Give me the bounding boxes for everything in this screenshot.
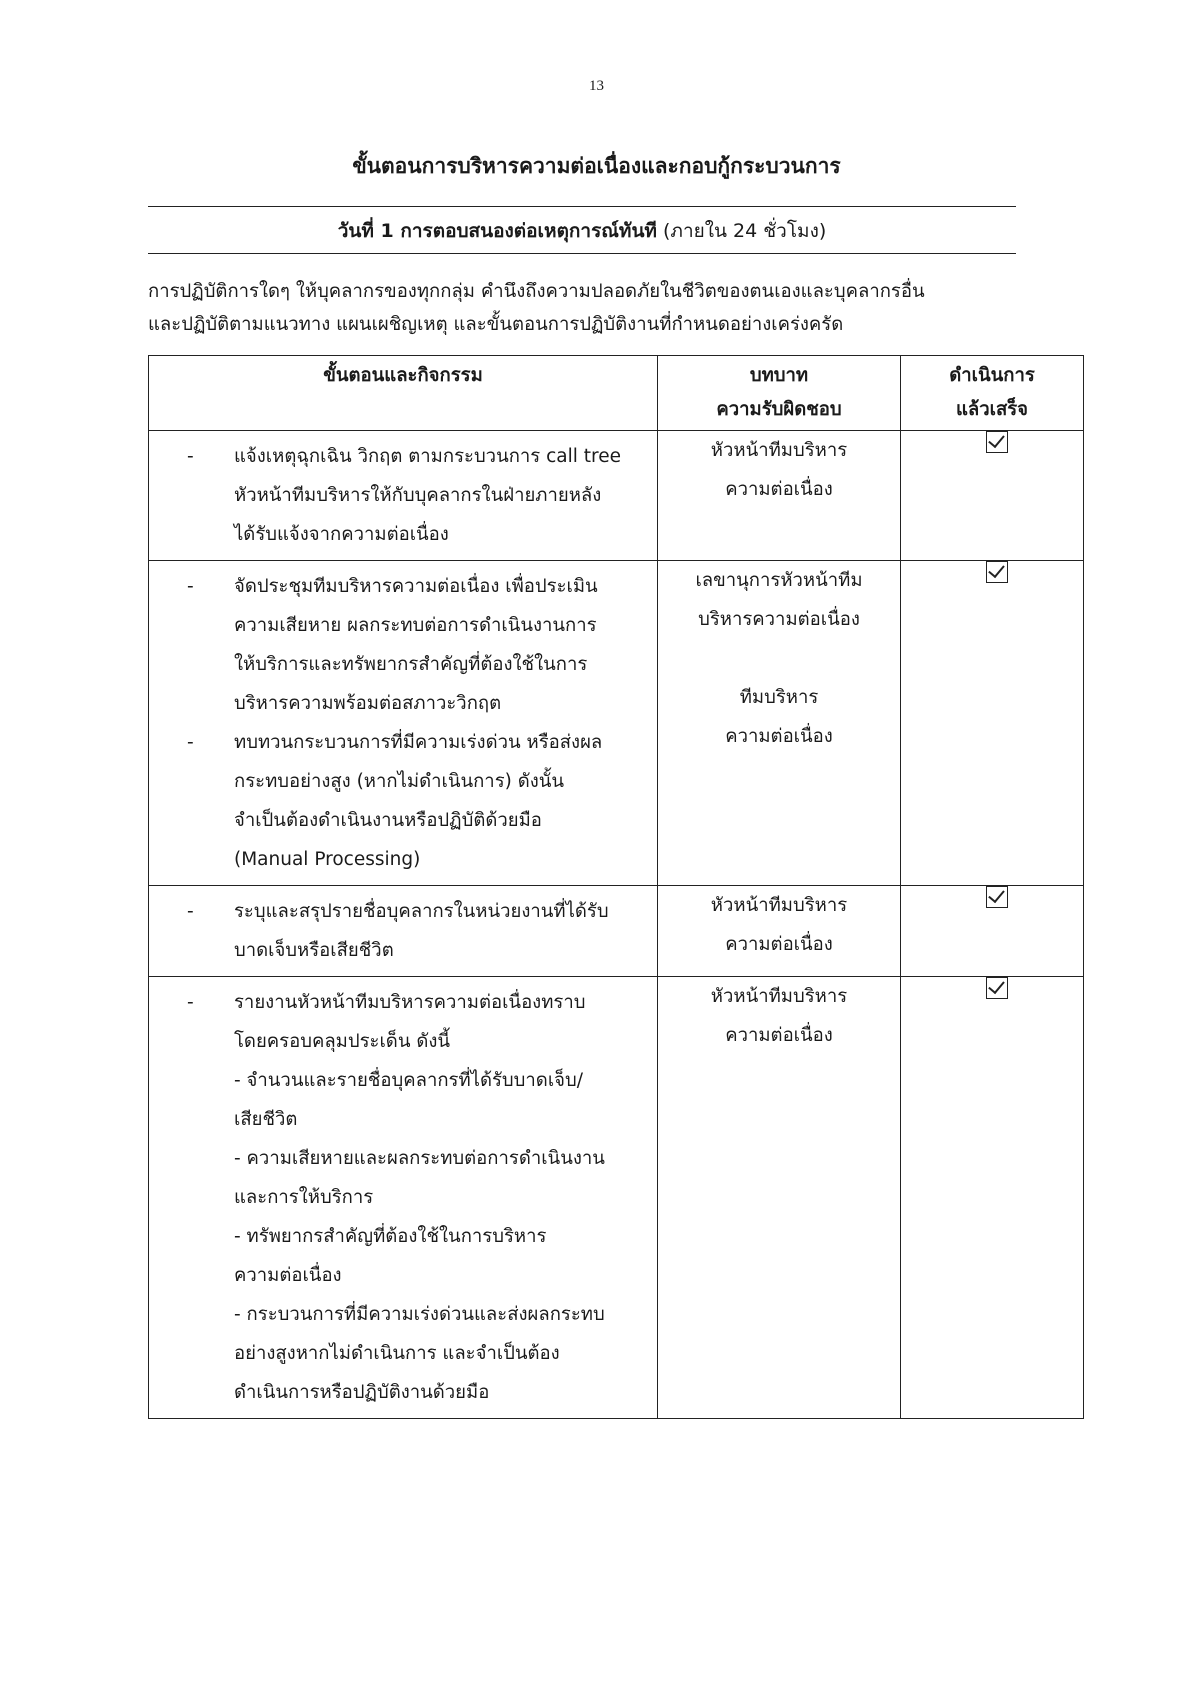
intro-line: และปฏิบัติตามแนวทาง แผนเผชิญเหตุ และขั้นตอนการปฏิบัติงานที่กำหนดอย่างเคร่งครัด [148, 314, 844, 335]
role-cell [658, 886, 901, 977]
role-line: ความต่อเนื่อง [725, 1025, 833, 1046]
activity-line: ได้รับแจ้งจากความต่อเนื่อง [234, 524, 449, 545]
dash-bullet: - [187, 446, 194, 467]
activity-line: ให้บริการและทรัพยากรสำคัญที่ต้องใช้ในการ [234, 654, 588, 675]
steps-table [148, 355, 1084, 1419]
table-row [149, 431, 1084, 561]
activity-line: - ระบุและสรุปรายชื่อบุคลากรในหน่วยงานที่ได้รับ [234, 892, 637, 931]
section-heading-main: วันที่ 1 การตอบสนองต่อเหตุการณ์ทันที [337, 220, 657, 242]
role-line: หัวหน้าทีมบริหาร [710, 895, 848, 916]
activity-line: ความเสียหาย ผลกระทบต่อการดำเนินงานการ [234, 615, 597, 636]
done-cell [901, 561, 1084, 886]
top-rule [148, 206, 1016, 207]
dash-bullet: - [187, 992, 194, 1013]
activity-line: อย่างสูงหากไม่ดำเนินการ และจำเป็นต้อง [234, 1343, 560, 1364]
dash-bullet: - [187, 732, 194, 753]
role-line: หัวหน้าทีมบริหาร [710, 986, 848, 1007]
activity-line: และการให้บริการ [234, 1187, 374, 1208]
activity-line: ความต่อเนื่อง [234, 1265, 342, 1286]
checked-checkbox-icon [986, 886, 1008, 908]
activity-line: บาดเจ็บหรือเสียชีวิต [234, 940, 394, 961]
table-row [149, 977, 1084, 1419]
header-role-line: ความรับผิดชอบ [716, 399, 842, 420]
activity-line: - จัดประชุมทีมบริหารความต่อเนื่อง เพื่อประเมิน [234, 567, 637, 606]
checked-checkbox-icon [986, 561, 1008, 583]
dash-bullet: - [187, 901, 194, 922]
role-cell [658, 431, 901, 561]
header-done [901, 356, 1084, 431]
header-done-line: ดำเนินการ [949, 365, 1035, 386]
section-heading [148, 216, 1016, 246]
dash-bullet: - [187, 576, 194, 597]
activity-cell [149, 977, 658, 1419]
activity-line: - ทรัพยากรสำคัญที่ต้องใช้ในการบริหาร [234, 1226, 547, 1247]
activity-line: จำเป็นต้องดำเนินงานหรือปฏิบัติด้วยมือ [234, 810, 542, 831]
activity-line: - ทบทวนกระบวนการที่มีความเร่งด่วน หรือส่งผล [234, 723, 637, 762]
activity-line: (Manual Processing) [234, 849, 421, 870]
header-role [658, 356, 901, 431]
role-cell [658, 561, 901, 886]
activity-line: เสียชีวิต [234, 1109, 298, 1130]
header-activity-label: ขั้นตอนและกิจกรรม [323, 365, 483, 386]
activity-line: หัวหน้าทีมบริหารให้กับบุคลากรในฝ่ายภายหลัง [234, 485, 602, 506]
activity-line: กระทบอย่างสูง (หากไม่ดำเนินการ) ดังนั้น [234, 771, 565, 792]
activity-line: - แจ้งเหตุฉุกเฉิน วิกฤต ตามกระบวนการ call tree [234, 437, 637, 476]
table-row [149, 886, 1084, 977]
intro-line: การปฏิบัติการใดๆ ให้บุคลากรของทุกกลุ่ม คำนึงถึงความปลอดภัยในชีวิตของตนเองและบุคลากรอื่น [148, 281, 925, 302]
activity-line: - ความเสียหายและผลกระทบต่อการดำเนินงาน [234, 1148, 605, 1169]
header-done-line: แล้วเสร็จ [955, 399, 1029, 420]
table-header-row [149, 356, 1084, 431]
activity-line: โดยครอบคลุมประเด็น ดังนี้ [234, 1031, 451, 1052]
activity-line: - รายงานหัวหน้าทีมบริหารความต่อเนื่องทราบ [234, 983, 637, 1022]
intro-paragraph [148, 275, 1028, 341]
page-number: 13 [589, 78, 604, 94]
section-heading-timeframe: (ภายใน 24 ชั่วโมง) [663, 220, 827, 242]
done-cell [901, 886, 1084, 977]
activity-cell [149, 886, 658, 977]
header-activity [149, 356, 658, 431]
activity-line: บริหารความพร้อมต่อสภาวะวิกฤต [234, 693, 502, 714]
done-cell [901, 431, 1084, 561]
bottom-rule [148, 253, 1016, 254]
done-cell [901, 977, 1084, 1419]
checked-checkbox-icon [986, 977, 1008, 999]
activity-line: - จำนวนและรายชื่อบุคลากรที่ได้รับบาดเจ็บ/ [234, 1070, 583, 1091]
role-line: หัวหน้าทีมบริหาร [710, 440, 848, 461]
activity-cell [149, 561, 658, 886]
activity-cell [149, 431, 658, 561]
table-row [149, 561, 1084, 886]
role-line: ความต่อเนื่อง [725, 934, 833, 955]
role-line: เลขานุการหัวหน้าทีม [695, 570, 863, 591]
header-role-line: บทบาท [749, 365, 809, 386]
document-title: ขั้นตอนการบริหารความต่อเนื่องและกอบกู้กระบวนการ [352, 154, 841, 178]
role-line: บริหารความต่อเนื่อง [698, 609, 860, 630]
role-line: ทีมบริหาร [739, 687, 819, 708]
role-line: ความต่อเนื่อง [725, 726, 833, 747]
role-line: ความต่อเนื่อง [725, 479, 833, 500]
role-cell [658, 977, 901, 1419]
activity-line: ดำเนินการหรือปฏิบัติงานด้วยมือ [234, 1382, 490, 1403]
checked-checkbox-icon [986, 431, 1008, 453]
activity-line: - กระบวนการที่มีความเร่งด่วนและส่งผลกระทบ [234, 1304, 605, 1325]
